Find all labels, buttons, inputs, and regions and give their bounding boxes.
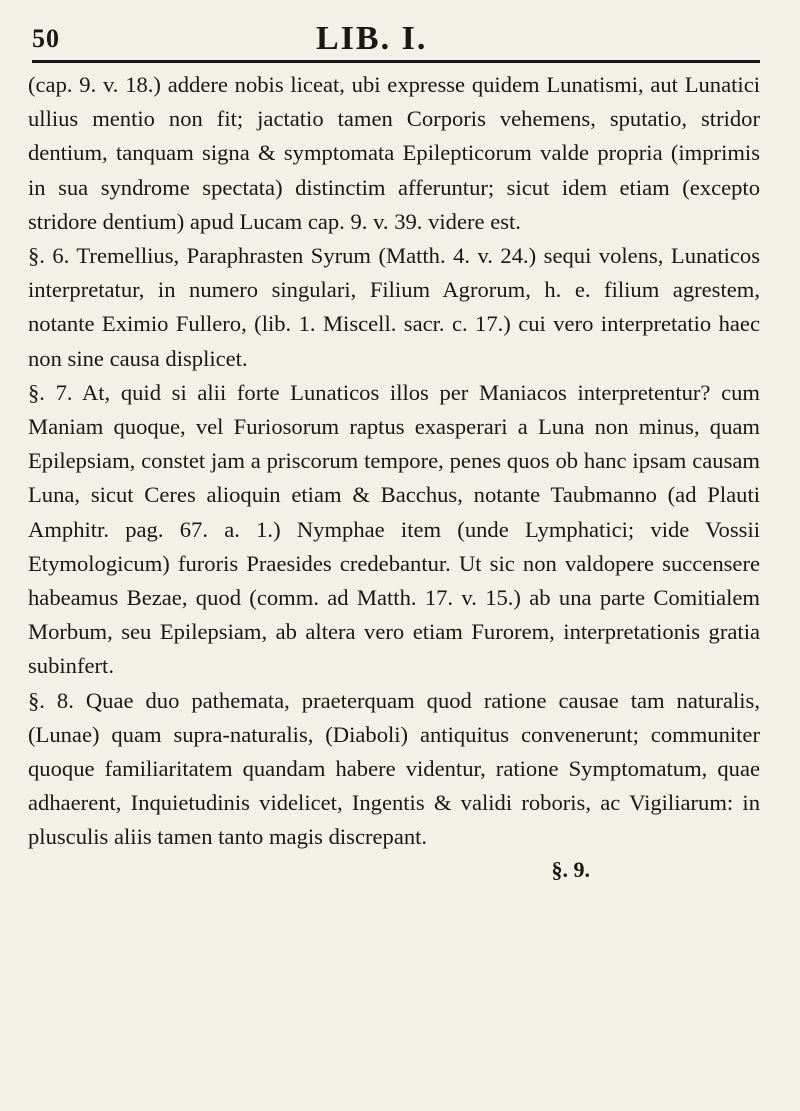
paragraph-section-6: §. 6. Tremellius, Paraphrasten Syrum (Matth. 4. v. 24.) sequi volens, Lunaticos interpretatur, in numero singulari, Filium Agrorum, h. e. filium agrestem, notante Eximio Fullero, (lib. 1. Miscell. sacr. c. 17.) cui vero interpretatio haec non sine causa displicet. (28, 243, 760, 371)
running-head: LIB. I. (316, 20, 428, 57)
header-rule (32, 60, 760, 63)
body-text (28, 68, 760, 855)
page-number: 50 (32, 24, 60, 53)
catchword: §. 9. (551, 856, 590, 882)
page-header (28, 14, 760, 58)
paragraph-section-7: §. 7. At, quid si alii forte Lunaticos illos per Maniacos interpretentur? cum Maniam quoque, vel Furiosorum raptus exasperari a Luna non minus, quam Epilepsiam, constet jam a priscorum tempore, penes quos ob hanc ipsam causam Luna, sicut Ceres alioquin etiam & Bacchus, notante Taubmanno (ad Plauti Amphitr. pag. 67. a. 1.) Nymphae item (unde Lymphatici; vide Vossii Etymologicum) furoris Praesides credebantur. Ut sic non valdopere succensere habeamus Bezae, quod (comm. ad Matth. 17. v. 15.) ab una parte Comitialem Morbum, seu Epilepsiam, ab altera vero etiam Furorem, interpretationis gratia subinfert. (28, 379, 760, 679)
paragraph-cap9: (cap. 9. v. 18.) addere nobis liceat, ubi expresse quidem Lunatismi, aut Lunatici ullius mentio non fit; jactatio tamen Corporis vehemens, sputatio, stridor dentium, tanquam signa & symptomata Epilepticorum valde propria (imprimis in sua syndrome spectata) distinctim afferuntur; sicut idem etiam (excepto stridore dentium) apud Lucam cap. 9. v. 39. videre est. (28, 72, 760, 234)
paragraph-section-8: §. 8. Quae duo pathemata, praeterquam quod ratione causae tam naturalis, (Lunae) quam supra-naturalis, (Diaboli) antiquitus convenerunt; communiter quoque familiaritatem quandam habere videntur, ratione Symptomatum, quae adhaerent, Inquietudinis videlicet, Ingentis & validi roboris, ac Vigiliarum: in plusculis aliis tamen tanto magis discrepant. (28, 687, 760, 850)
